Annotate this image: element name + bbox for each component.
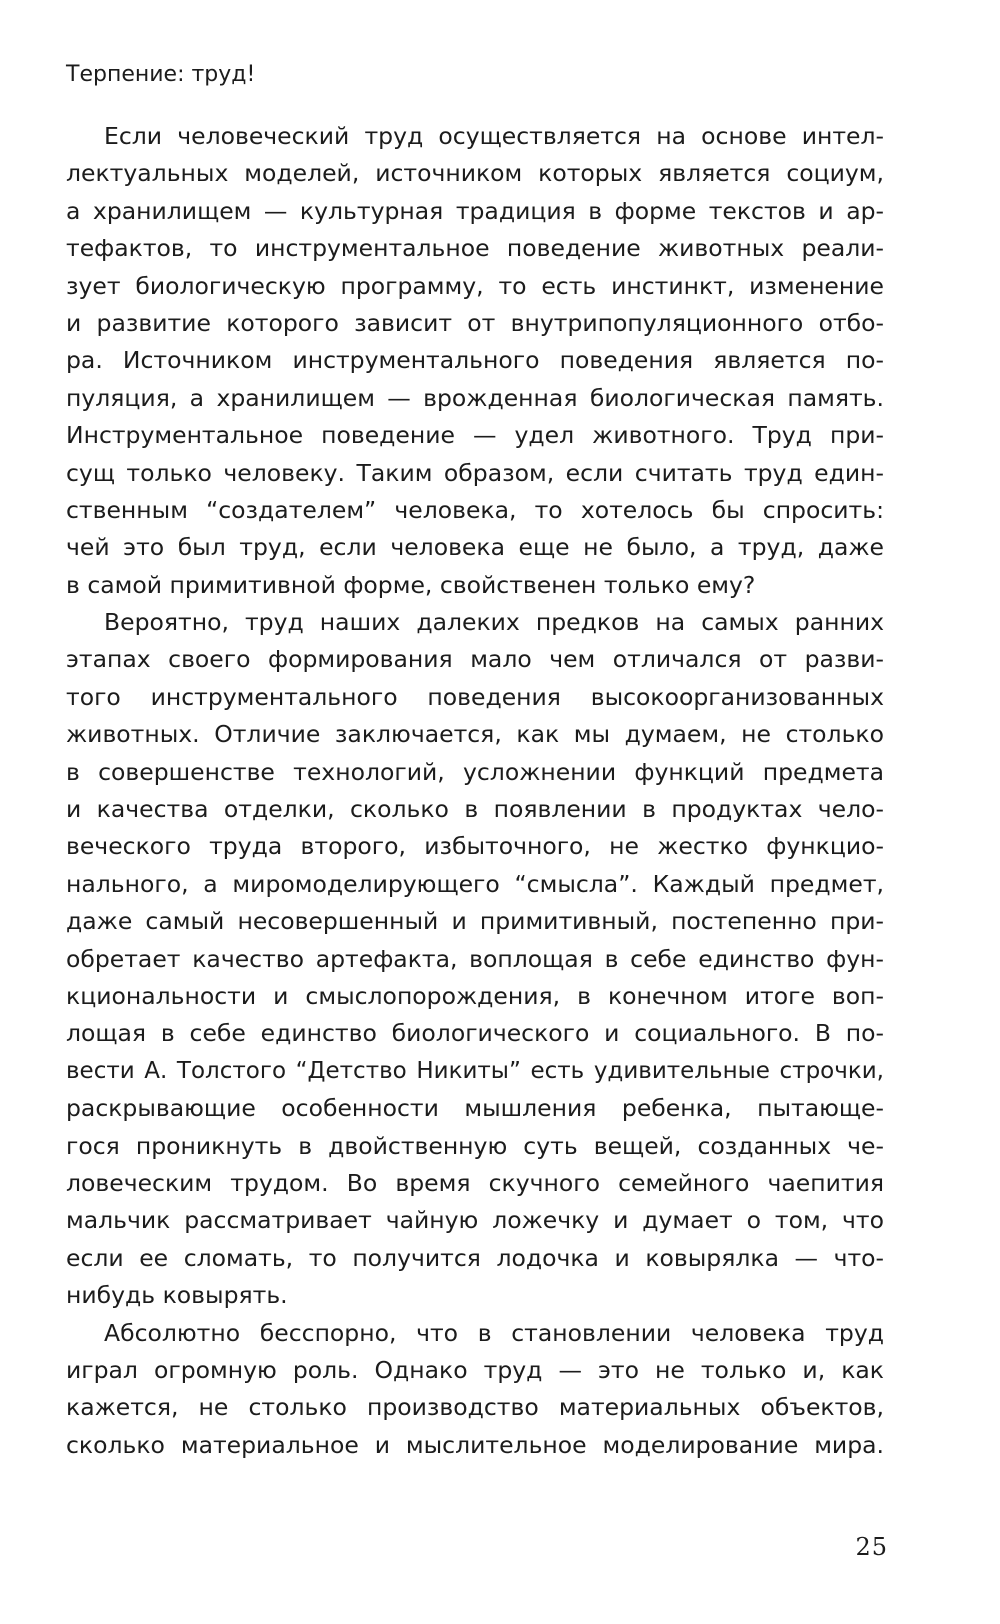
text-line: Инструментальное поведение — удел животного. Труд при-: [66, 421, 884, 450]
text-line: обретает качество артефакта, воплощая в себе единство фун-: [66, 944, 884, 973]
text-line: тефактов, то инструментальное поведение животных реали-: [66, 234, 884, 263]
text-line: ственным “создателем” человека, то хотелось бы спросить:: [66, 495, 884, 524]
text-line: раскрывающие особенности мышления ребенка, пытающе-: [66, 1094, 884, 1123]
text-line: сколько материальное и мыслительное моделирование мира.: [66, 1430, 884, 1459]
text-line: веческого труда второго, избыточного, не жестко функцио-: [66, 832, 884, 861]
text-line: зует биологическую программу, то есть инстинкт, изменение: [66, 271, 884, 300]
text-line: и качества отделки, сколько в появлении в продуктах чело-: [66, 795, 884, 824]
text-line: ловеческим трудом. Во время скучного семейного чаепития: [66, 1168, 884, 1197]
text-line: гося проникнуть в двойственную суть вещей, созданных че-: [66, 1131, 884, 1160]
running-title: Терпение: труд!: [66, 62, 256, 87]
text-line: если ее сломать, то получится лодочка и ковырялка — что-: [66, 1243, 884, 1272]
text-line: Абсолютно бесспорно, что в становлении человека труд: [104, 1318, 884, 1347]
text-line: и развитие которого зависит от внутрипопуляционного отбо-: [66, 308, 884, 337]
text-line: животных. Отличие заключается, как мы думаем, не столько: [66, 720, 884, 749]
text-line: вести А. Толстого “Детство Никиты” есть удивительные строчки,: [66, 1057, 884, 1084]
text-line: этапах своего формирования мало чем отличался от разви-: [66, 645, 884, 674]
text-line: Если человеческий труд осуществляется на основе интел-: [104, 122, 884, 150]
text-line: лектуальных моделей, источником которых является социум,: [66, 159, 884, 188]
text-line: того инструментального поведения высокоорганизованных: [66, 682, 884, 711]
text-line: мальчик рассматривает чайную ложечку и думает о том, что: [66, 1206, 884, 1235]
text-line: ра. Источником инструментального поведения является по-: [66, 346, 884, 375]
text-line: кажется, не столько производство материальных объектов,: [66, 1393, 884, 1422]
page-number: 25: [855, 1533, 888, 1561]
text-line: сущ только человеку. Таким образом, если считать труд един-: [66, 458, 884, 487]
text-line: играл огромную роль. Однако труд — это не только и, как: [66, 1355, 884, 1384]
text-line: лощая в себе единство биологического и социального. В по-: [66, 1019, 884, 1048]
text-line: чей это был труд, если человека еще не было, а труд, даже: [66, 533, 884, 562]
text-line: пуляция, а хранилищем — врожденная биологическая память.: [66, 383, 884, 412]
text-line: нибудь ковырять.: [66, 1281, 288, 1310]
text-line: кциональности и смыслопорождения, в конечном итоге воп-: [66, 981, 884, 1010]
text-line: нального, а миромоделирующего “смысла”. Каждый предмет,: [66, 869, 884, 898]
text-line: даже самый несовершенный и примитивный, постепенно при-: [66, 907, 884, 936]
text-line: в самой примитивной форме, свойственен только ему?: [66, 570, 756, 599]
text-line: а хранилищем — культурная традиция в форме текстов и ар-: [66, 196, 884, 225]
text-line: Вероятно, труд наших далеких предков на самых ранних: [104, 608, 884, 637]
body-text: [66, 118, 884, 1464]
text-line: в совершенстве технологий, усложнении функций предмета: [66, 757, 884, 786]
